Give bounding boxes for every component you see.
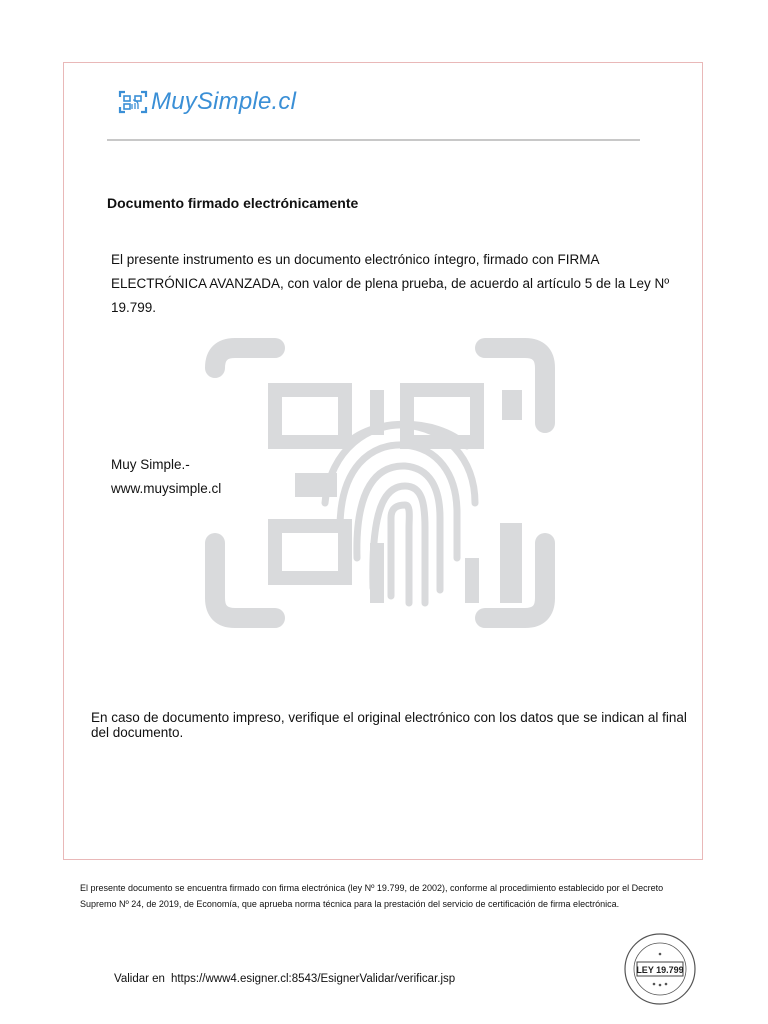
signature-name: Muy Simple.- — [111, 457, 190, 472]
intro-paragraph: El presente instrumento es un documento electrónico íntegro, firmado con FIRMA ELECTRÓNICA AVANZADA, con valor de plena prueba, de acuerdo al artículo 5 de la Ley Nº 19.799. — [111, 252, 670, 315]
ley-seal-icon — [623, 932, 697, 1006]
validate-line — [114, 973, 455, 985]
document-title: Documento firmado electrónicamente — [107, 195, 359, 211]
logo — [118, 88, 296, 116]
signature-url: www.muysimple.cl — [111, 481, 222, 496]
qr-logo-icon — [118, 89, 148, 115]
seal-text: LEY 19.799 — [636, 965, 684, 975]
logo-text: MuySimple.cl — [151, 88, 297, 115]
verify-notice: En caso de documento impreso, verifique el original electrónico con los datos que se indican al final del documento. — [91, 710, 687, 740]
header-divider — [107, 139, 640, 141]
legal-footer-text: El presente documento se encuentra firmado con firma electrónica (ley Nº 19.799, de 2002), conforme al procedimiento establecido por el Decreto Supremo Nº 24, de 2019, de Economía, que aprueba norma técnica para la prestación del servicio de certificación de firma electrónica. — [80, 883, 664, 909]
signature-block — [111, 453, 221, 501]
validate-link[interactable]: https://www4.esigner.cl:8543/EsignerValidar/verificar.jsp — [170, 973, 456, 985]
validate-label: Validar en — [114, 973, 165, 985]
